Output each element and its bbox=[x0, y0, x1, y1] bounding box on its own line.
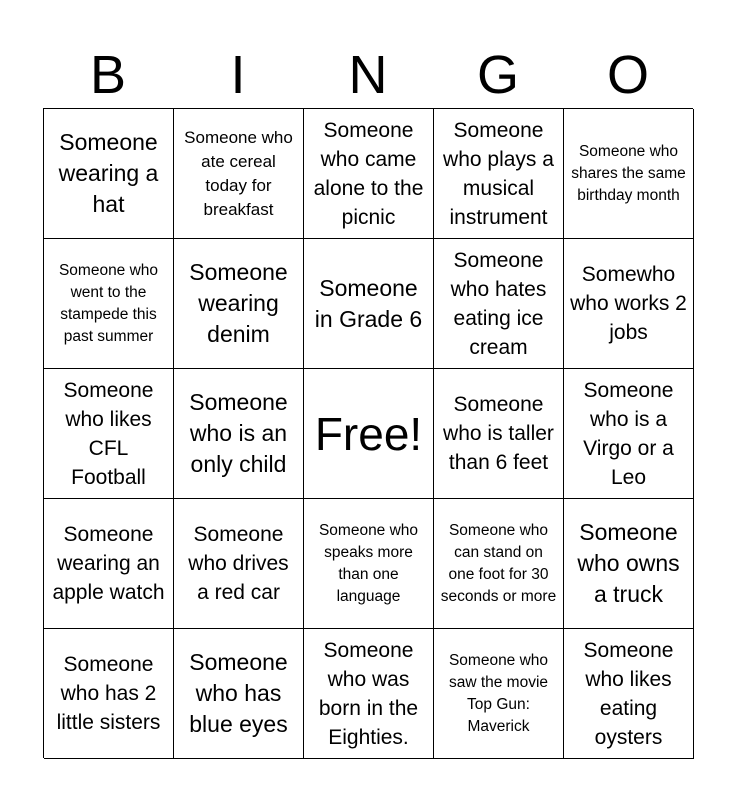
bingo-cell[interactable] bbox=[174, 239, 304, 369]
cell-text: Someone who can stand on one foot for 30 seconds or more bbox=[440, 521, 557, 605]
header-letter-o: O bbox=[606, 45, 649, 105]
cell-text: Someone who is a Virgo or a Leo bbox=[583, 378, 674, 489]
cell-text: Someone who speaks more than one language bbox=[318, 521, 419, 605]
cell-text: Someone wearing a hat bbox=[58, 129, 159, 217]
cell-text: Someone who is taller than 6 feet bbox=[443, 393, 554, 474]
cell-text: Someone who drives a red car bbox=[188, 523, 289, 604]
cell-text: Someone wearing denim bbox=[189, 259, 288, 347]
bingo-cell[interactable] bbox=[174, 629, 304, 759]
bingo-cell[interactable] bbox=[44, 239, 174, 369]
cell-text: Someone who was born in the Eighties. bbox=[318, 638, 419, 749]
cell-text: Someone who saw the movie Top Gun: Maverick bbox=[448, 651, 549, 735]
cell-text: Someone who has blue eyes bbox=[189, 649, 288, 737]
header-letter-b: B bbox=[89, 45, 127, 105]
bingo-cell[interactable] bbox=[44, 499, 174, 629]
bingo-cell[interactable] bbox=[174, 109, 304, 239]
cell-text: Someone who ate cereal today for breakfast bbox=[184, 127, 293, 219]
bingo-cell[interactable] bbox=[434, 109, 564, 239]
bingo-header bbox=[43, 42, 693, 108]
bingo-cell[interactable] bbox=[44, 629, 174, 759]
bingo-cell[interactable] bbox=[564, 499, 694, 629]
bingo-cell[interactable] bbox=[174, 499, 304, 629]
cell-text: Someone wearing an apple watch bbox=[52, 523, 165, 604]
cell-text: Someone who shares the same birthday month bbox=[571, 142, 686, 204]
cell-text: Someone who came alone to the picnic bbox=[313, 118, 424, 229]
cell-text: Someone who hates eating ice cream bbox=[450, 248, 547, 359]
cell-text: Someone who owns a truck bbox=[577, 519, 680, 607]
bingo-cell[interactable] bbox=[434, 629, 564, 759]
bingo-cell[interactable] bbox=[434, 369, 564, 499]
bingo-cell[interactable] bbox=[304, 109, 434, 239]
bingo-cell[interactable] bbox=[304, 499, 434, 629]
bingo-cell[interactable] bbox=[44, 369, 174, 499]
cell-text: Someone who went to the stampede this past summer bbox=[58, 261, 159, 345]
free-space-text: Free! bbox=[314, 407, 423, 460]
bingo-cell[interactable] bbox=[564, 239, 694, 369]
bingo-cell[interactable] bbox=[434, 239, 564, 369]
bingo-cell[interactable] bbox=[564, 369, 694, 499]
bingo-cell[interactable] bbox=[304, 629, 434, 759]
bingo-cell[interactable] bbox=[434, 499, 564, 629]
cell-text: Someone who plays a musical instrument bbox=[443, 118, 554, 229]
cell-text: Someone who has 2 little sisters bbox=[56, 653, 161, 734]
cell-text: Somewho who works 2 jobs bbox=[570, 263, 687, 344]
header-letter-n: N bbox=[348, 45, 388, 105]
cell-text: Someone who likes eating oysters bbox=[583, 638, 674, 749]
bingo-board bbox=[43, 108, 693, 758]
cell-text: Someone who likes CFL Football bbox=[63, 378, 154, 489]
bingo-cell[interactable] bbox=[44, 109, 174, 239]
free-space-cell[interactable] bbox=[304, 369, 434, 499]
bingo-cell[interactable] bbox=[304, 239, 434, 369]
cell-text: Someone who is an only child bbox=[189, 389, 288, 477]
header-letter-i: I bbox=[230, 45, 246, 105]
header-letter-g: G bbox=[476, 45, 519, 105]
bingo-cell[interactable] bbox=[564, 629, 694, 759]
cell-text: Someone in Grade 6 bbox=[314, 274, 423, 332]
bingo-cell[interactable] bbox=[564, 109, 694, 239]
bingo-cell[interactable] bbox=[174, 369, 304, 499]
